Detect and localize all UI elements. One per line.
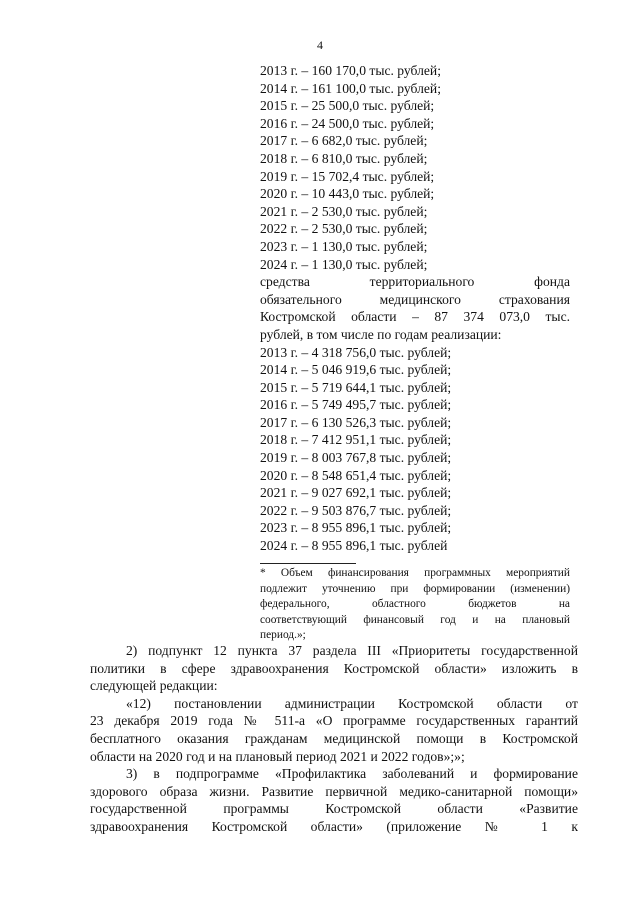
- item-3-line: здравоохранения Костромской области» (приложение № 1 к: [90, 818, 578, 834]
- item-2-line: 2) подпункт 12 пункта 37 раздела III «Приоритеты государственной: [126, 643, 578, 658]
- item-12-line: области на 2020 год и на плановый период 2021 и 2022 годов»;»;: [90, 748, 465, 764]
- footnote-line: * Объем финансирования программных мероприятий: [260, 567, 570, 579]
- tfoms-line: 2015 г. – 5 719 644,1 тыс. рублей;: [260, 379, 452, 395]
- tfoms-line: 2013 г. – 4 318 756,0 тыс. рублей;: [260, 344, 452, 360]
- regional-budget-line: 2017 г. – 6 682,0 тыс. рублей;: [260, 133, 428, 149]
- tfoms-line: 2024 г. – 8 955 896,1 тыс. рублей: [260, 538, 448, 554]
- item-3-line: здорового образа жизни. Развитие первичной медико-санитарной помощи»: [90, 783, 578, 799]
- item-12-line: 23 декабря 2019 года № 511-а «О программе государственных гарантий: [90, 713, 578, 729]
- funding-column: [260, 62, 570, 555]
- regional-budget-line: 2014 г. – 161 100,0 тыс. рублей;: [260, 80, 441, 96]
- tfoms-line: 2017 г. – 6 130 526,3 тыс. рублей;: [260, 414, 452, 430]
- tfoms-line: 2020 г. – 8 548 651,4 тыс. рублей;: [260, 467, 452, 483]
- tfoms-paragraph-line: обязательного медицинского страхования: [260, 291, 570, 307]
- regional-budget-line: 2024 г. – 1 130,0 тыс. рублей;: [260, 256, 428, 272]
- regional-budget-line: 2021 г. – 2 530,0 тыс. рублей;: [260, 203, 428, 219]
- regional-budget-line: 2019 г. – 15 702,4 тыс. рублей;: [260, 168, 435, 184]
- tfoms-line: 2016 г. – 5 749 495,7 тыс. рублей;: [260, 397, 452, 413]
- regional-budget-line: 2013 г. – 160 170,0 тыс. рублей;: [260, 63, 441, 78]
- tfoms-paragraph-line: средства территориального фонда: [260, 274, 570, 290]
- tfoms-paragraph-line: Костромской области – 87 374 073,0 тыс.: [260, 309, 570, 325]
- regional-budget-line: 2015 г. – 25 500,0 тыс. рублей;: [260, 98, 435, 114]
- regional-budget-line: 2020 г. – 10 443,0 тыс. рублей;: [260, 186, 435, 202]
- tfoms-line: 2021 г. – 9 027 692,1 тыс. рублей;: [260, 485, 452, 501]
- regional-budget-line: 2018 г. – 6 810,0 тыс. рублей;: [260, 150, 428, 166]
- regional-budget-line: 2016 г. – 24 500,0 тыс. рублей;: [260, 115, 435, 131]
- tfoms-line: 2023 г. – 8 955 896,1 тыс. рублей;: [260, 520, 452, 536]
- footnote-line: период.»;: [260, 629, 306, 642]
- item-2-line: политики в сфере здравоохранения Костромской области» изложить в: [90, 660, 578, 676]
- tfoms-line: 2019 г. – 8 003 767,8 тыс. рублей;: [260, 450, 452, 466]
- tfoms-line: 2018 г. – 7 412 951,1 тыс. рублей;: [260, 432, 452, 448]
- footnote-line: соответствующий финансовый год и на плановый: [260, 613, 570, 626]
- item-12-line: бесплатного оказания гражданам медицинской помощи в Костромской: [90, 730, 578, 746]
- footnote-line: федерального, областного бюджетов на: [260, 598, 570, 611]
- tfoms-line: 2014 г. – 5 046 919,6 тыс. рублей;: [260, 362, 452, 378]
- page-number: 4: [317, 38, 323, 52]
- body-text: [90, 642, 578, 836]
- item-3-line: государственной программы Костромской области «Развитие: [90, 801, 578, 817]
- footnote-line: подлежит уточнению при формировании (изменении): [260, 582, 570, 595]
- item-3-line: 3) в подпрограмме «Профилактика заболеваний и формирование: [126, 766, 578, 782]
- footnote-separator: [260, 563, 356, 564]
- regional-budget-line: 2023 г. – 1 130,0 тыс. рублей;: [260, 238, 428, 254]
- footnote: [260, 566, 570, 644]
- regional-budget-line: 2022 г. – 2 530,0 тыс. рублей;: [260, 221, 428, 237]
- item-2-line: следующей редакции:: [90, 678, 218, 694]
- item-12-line: «12) постановлении администрации Костромской области от: [126, 695, 578, 711]
- tfoms-line: 2022 г. – 9 503 876,7 тыс. рублей;: [260, 502, 452, 518]
- tfoms-paragraph-line: рублей, в том числе по годам реализации:: [260, 326, 502, 342]
